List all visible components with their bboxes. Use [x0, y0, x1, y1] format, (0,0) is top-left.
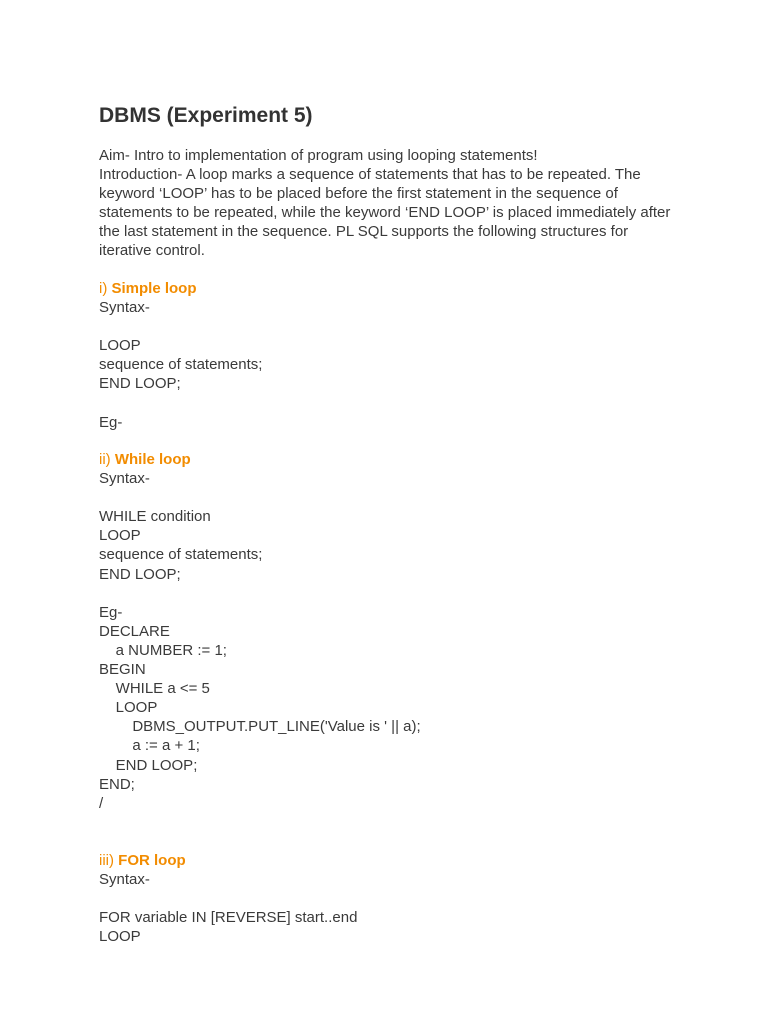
- syntax-line: END LOOP;: [99, 375, 181, 393]
- section-simple-loop: [99, 279, 262, 432]
- spacer: [99, 394, 262, 413]
- code-line: a := a + 1;: [99, 737, 200, 755]
- syntax-line: WHILE condition: [99, 508, 211, 526]
- syntax-line: LOOP: [99, 337, 141, 355]
- example-label: Eg-: [99, 603, 123, 621]
- spacer: [99, 317, 262, 336]
- introduction-text: Introduction- A loop marks a sequence of statements that has to be repeated. The keyword ‘LOOP’ has to be placed before the first statement in the sequence of statements to be repeated, while the keyword ‘END LOOP’ is placed immediately after the last statement in the sequence. PL SQL supports the following structures for iterative control.: [99, 166, 671, 260]
- code-line: DECLARE: [99, 622, 170, 640]
- spacer: [99, 889, 357, 908]
- code-line: WHILE a <= 5: [99, 680, 210, 698]
- code-line: DBMS_OUTPUT.PUT_LINE('Value is ' || a);: [99, 718, 421, 736]
- syntax-line: sequence of statements;: [99, 356, 263, 374]
- spacer: [99, 488, 421, 507]
- aim-text: Aim- Intro to implementation of program using looping statements!: [99, 147, 538, 164]
- section-name: FOR loop: [118, 852, 186, 869]
- section-number: i): [99, 280, 108, 297]
- syntax-label: Syntax-: [99, 470, 150, 488]
- syntax-line: LOOP: [99, 527, 141, 545]
- syntax-label: Syntax-: [99, 299, 150, 317]
- section-while-loop: [99, 450, 421, 813]
- section-for-loop: [99, 851, 357, 946]
- code-line: BEGIN: [99, 661, 146, 679]
- example-label: Eg-: [99, 413, 123, 431]
- code-line: a NUMBER := 1;: [99, 641, 227, 659]
- section-number: ii): [99, 451, 111, 468]
- syntax-line: sequence of statements;: [99, 546, 263, 564]
- syntax-line: END LOOP;: [99, 565, 181, 583]
- code-line: LOOP: [99, 699, 158, 717]
- syntax-line: LOOP: [99, 928, 141, 946]
- section-heading: [99, 851, 357, 870]
- intro-block: [99, 146, 679, 261]
- section-number: iii): [99, 852, 114, 869]
- section-name: Simple loop: [111, 280, 197, 297]
- section-heading: [99, 450, 421, 469]
- section-name: While loop: [114, 451, 191, 468]
- code-line: /: [99, 794, 104, 812]
- code-line: END LOOP;: [99, 756, 198, 774]
- document-title: DBMS (Experiment 5): [99, 104, 313, 127]
- section-heading: [99, 279, 262, 298]
- spacer: [99, 584, 421, 603]
- code-line: END;: [99, 775, 135, 793]
- syntax-line: FOR variable IN [REVERSE] start..end: [99, 909, 358, 927]
- syntax-label: Syntax-: [99, 871, 150, 889]
